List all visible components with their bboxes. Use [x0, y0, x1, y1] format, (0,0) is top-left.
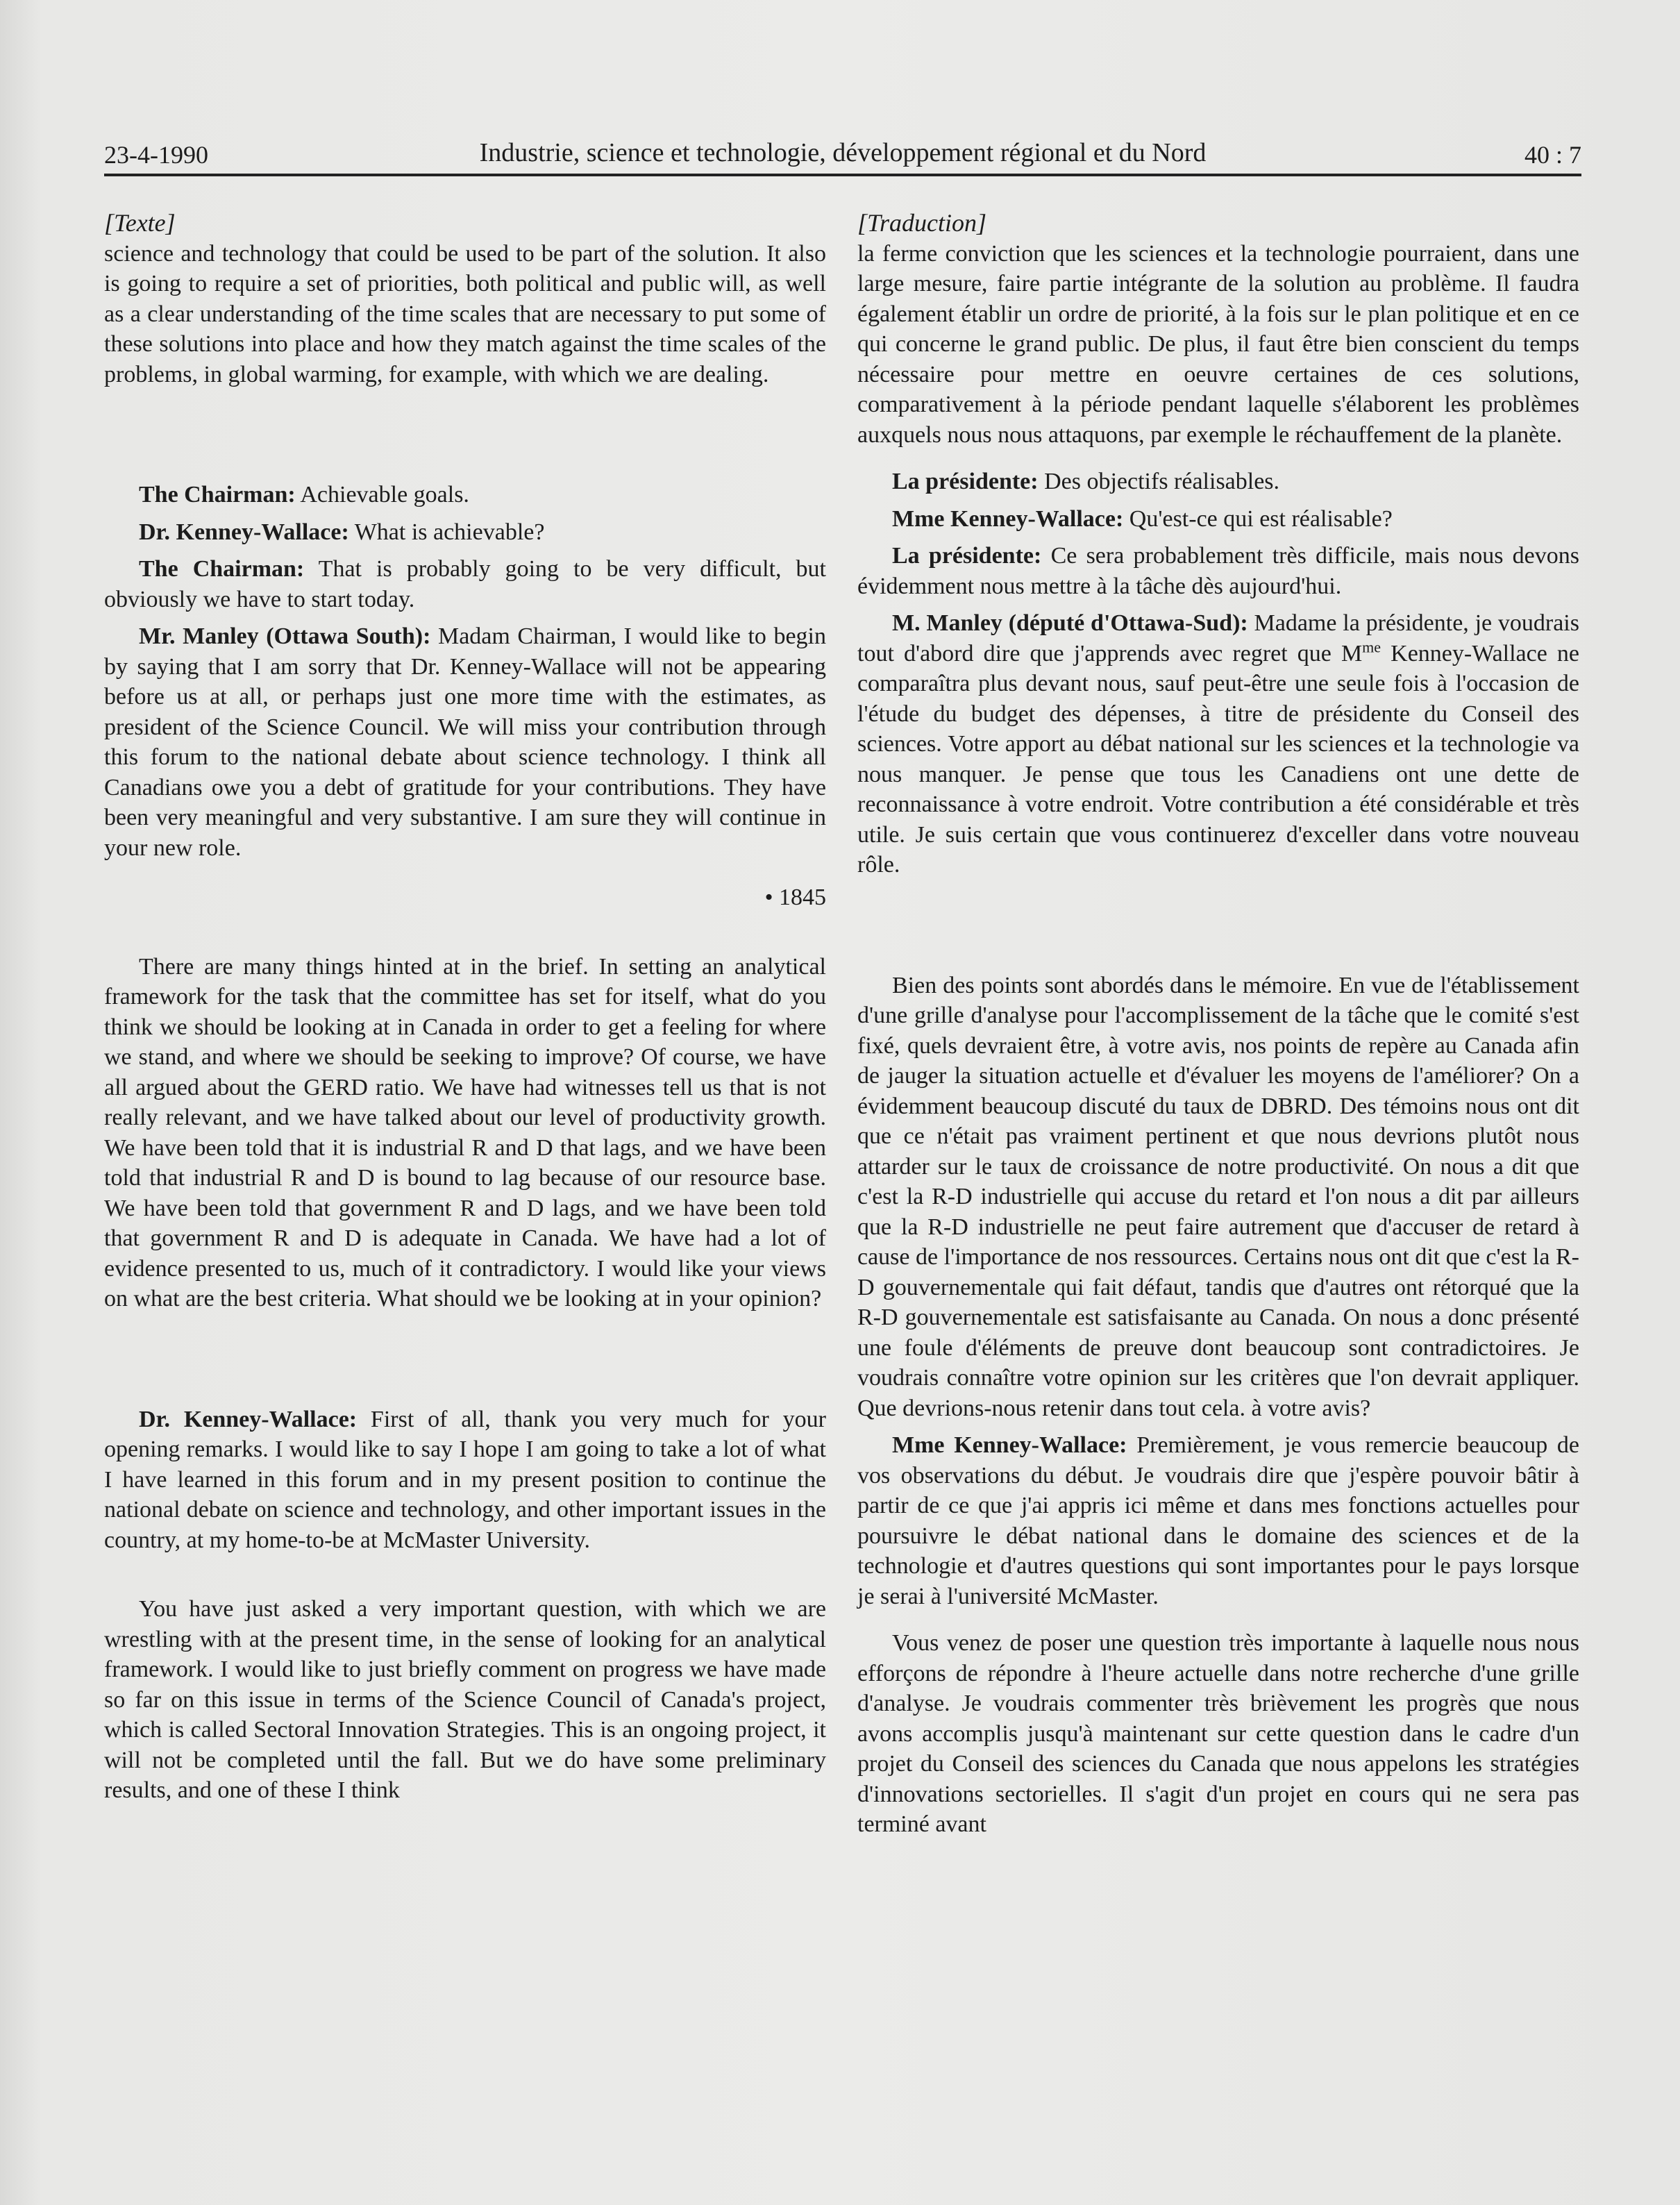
speech: [857, 608, 1579, 880]
speech: [857, 504, 1579, 535]
paragraph: You have just asked a very important question, with which we are wrestling with at the present time, in the sense of looking for an analytical framework. I would like to just briefly comment on progress we have made so far on this issue in terms of the Science Council of Canada's project, which is called Sectoral Innovation Strategies. This is an ongoing project, it will not be completed until the fall. But we do have some preliminary results, and one of these I think: [104, 1596, 826, 1803]
french-column: [857, 208, 1579, 1840]
speaker: Dr. Kenney-Wallace:: [139, 519, 349, 545]
speaker: Dr. Kenney-Wallace:: [139, 1406, 358, 1432]
speech-text: Kenney-Wallace ne comparaîtra plus devant nous, sauf peut-être une seule fois à l'occasion de l'étude du budget des dépenses, à titre de présidente du Conseil des sciences. Votre apport au débat national sur les sciences et la technologie va nous manquer. Je pense que tous les Canadiens ont une dette de reconnaissance à votre endroit. Votre contribution a été considérable et très utile. Je suis certain que vous continuerez d'exceller dans votre nouveau rôle.: [857, 640, 1579, 878]
running-header: [104, 132, 1581, 176]
speech: [104, 517, 826, 548]
time-marker: • 1845: [764, 884, 826, 910]
speech: [104, 1405, 826, 1556]
speaker: Mme Kenney-Wallace:: [892, 1432, 1127, 1458]
speaker: M. Manley (député d'Ottawa-Sud):: [892, 610, 1248, 636]
speech: [104, 554, 826, 614]
speaker: Mme Kenney-Wallace:: [892, 505, 1124, 532]
speaker: The Chairman:: [139, 482, 296, 508]
speech-text: Madame la présidente, je voudrais tout d'abord dire que j'apprends avec regret que M: [857, 610, 1579, 666]
header-page-number: 40 : 7: [1524, 141, 1581, 169]
speech-text: Achievable goals.: [295, 482, 469, 508]
superscript: me: [1362, 638, 1381, 656]
paragraph: Vous venez de poser une question très importante à laquelle nous nous efforçons de répondre à l'heure actuelle dans notre recherche d'une grille d'analyse. Je voudrais commenter très brièvement les progrès que nous avons accomplis jusqu'à maintenant sur cette question dans le cadre d'un projet du Conseil des sciences du Canada que nous appelons les stratégies d'innovations sectorielles. Il s'agit d'un projet en cours qui ne sera pas terminé avant: [857, 1630, 1579, 1837]
translation-marker: [Traduction]: [857, 209, 987, 237]
speech: [104, 621, 826, 863]
header-title: Industrie, science et technologie, développement régional et du Nord: [479, 138, 1207, 167]
paragraph: la ferme conviction que les sciences et la technologie pourraient, dans une large mesure, faire partie intégrante de la solution au problème. Il faudra également établir un ordre de priorité, à la fois sur le plan politique et en ce qui concerne le grand public. De plus, il faut être bien conscient du temps nécessaire pour mettre en oeuvre certaines de ces solutions, comparativement à la période pendant laquelle s'élaborent les problèmes auxquels nous nous attaquons, par exemple le réchauffement de la planète.: [857, 240, 1579, 448]
speech-text: What is achievable?: [348, 519, 545, 545]
speech-text: That is probably going to be very difficult, but obviously we have to start today.: [104, 556, 826, 612]
header-date: 23-4-1990: [104, 141, 208, 169]
speech: [857, 1430, 1579, 1611]
speaker: La présidente:: [892, 469, 1039, 494]
english-column: [104, 208, 826, 1806]
paragraph: science and technology that could be used to be part of the solution. It also is going to require a set of priorities, both political and public will, as well as a clear understanding of the time scales that are necessary to put some of these solutions into place and how they match against the time scales of the problems, in global warming, for example, with which we are dealing.: [104, 240, 826, 387]
speaker: Mr. Manley (Ottawa South):: [139, 623, 431, 649]
text-marker: [Texte]: [104, 209, 176, 237]
speech: [857, 541, 1579, 601]
speech-text: Ce sera probablement très difficile, mais nous devons évidemment nous mettre à la tâche dès aujourd'hui.: [857, 543, 1579, 599]
speech-text: Des objectifs réalisables.: [1038, 469, 1280, 494]
speaker: La présidente:: [892, 543, 1042, 569]
speech: [857, 467, 1579, 497]
paragraph: There are many things hinted at in the brief. In setting an analytical framework for the task that the committee has set for itself, what do you think we should be looking at in Canada in order to get a feeling for where we stand, and where we should be seeking to improve? Of course, we have all argued about the GERD ratio. We have had witnesses tell us that is not really relevant, and we have talked about our level of productivity growth. We have been told that it is industrial R and D that lags, and we have been told that industrial R and D is bound to lag because of our resource base. We have been told that government R and D lags, and we have been told that government R and D is adequate in Canada. We have had a lot of evidence presented to us, much of it contradictory. I would like your views on what are the best criteria. What should we be looking at in your opinion?: [104, 953, 826, 1311]
speech-text: Madam Chairman, I would like to begin by saying that I am sorry that Dr. Kenney-Wallace will not be appearing before us at all, or perhaps just one more time with the estimates, as president of the Science Council. We will miss your contribution through this forum to the national debate about science technology. I think all Canadians owe you a debt of gratitude for your contributions. They have been very meaningful and very substantive. I am sure they will continue in your new role.: [104, 623, 826, 861]
speaker: The Chairman:: [139, 556, 305, 582]
paragraph: Bien des points sont abordés dans le mémoire. En vue de l'établissement d'une grille d'analyse pour l'accomplissement de la tâche que le comité s'est fixé, quels devraient être, à votre avis, nos points de repère au Canada afin de jauger la situation actuelle et d'évaluer les moyens de l'améliorer? On a évidemment beaucoup discuté du taux de DBRD. Des témoins nous ont dit que ce n'était pas vraiment pertinent et que nous devrions plutôt nous attarder sur le taux de croissance de notre productivité. On nous a dit que c'est la R-D industrielle qui accuse du retard et l'on nous a dit par ailleurs que la R-D industrielle ne peut faire autrement que d'accuser de retard à cause de l'importance de nos ressources. Certains nous ont dit que c'est la R-D gouvernementale qui fait défaut, tandis que d'autres ont rétorqué que la R-D gouvernementale est satisfaisante au Canada. On nous a donc présenté une foule d'éléments de preuve dont beaucoup sont contradictoires. Je voudrais connaître votre opinion sur les critères que l'on devrait appliquer. Que devrions-nous retenir dans tout cela. à votre avis?: [857, 972, 1579, 1421]
speech: [104, 480, 826, 510]
speech-text: Premièrement, je vous remercie beaucoup de vos observations du début. Je voudrais dire que j'espère pouvoir bâtir à partir de ce que j'ai appris ici même et dans mes fonctions actuelles pour poursuivre le débat national dans le domaine des sciences et de la technologie et d'autres questions qui sont importantes pour le pays lorsque je serai à l'université McMaster.: [857, 1432, 1580, 1609]
speech-text: First of all, thank you very much for your opening remarks. I would like to say I hope I am going to take a lot of what I have learned in this forum and in my present position to continue the national debate on science and technology, and other important issues in the country, at my home-to-be at McMaster University.: [104, 1406, 826, 1553]
speech-text: Qu'est-ce qui est réalisable?: [1123, 505, 1393, 532]
